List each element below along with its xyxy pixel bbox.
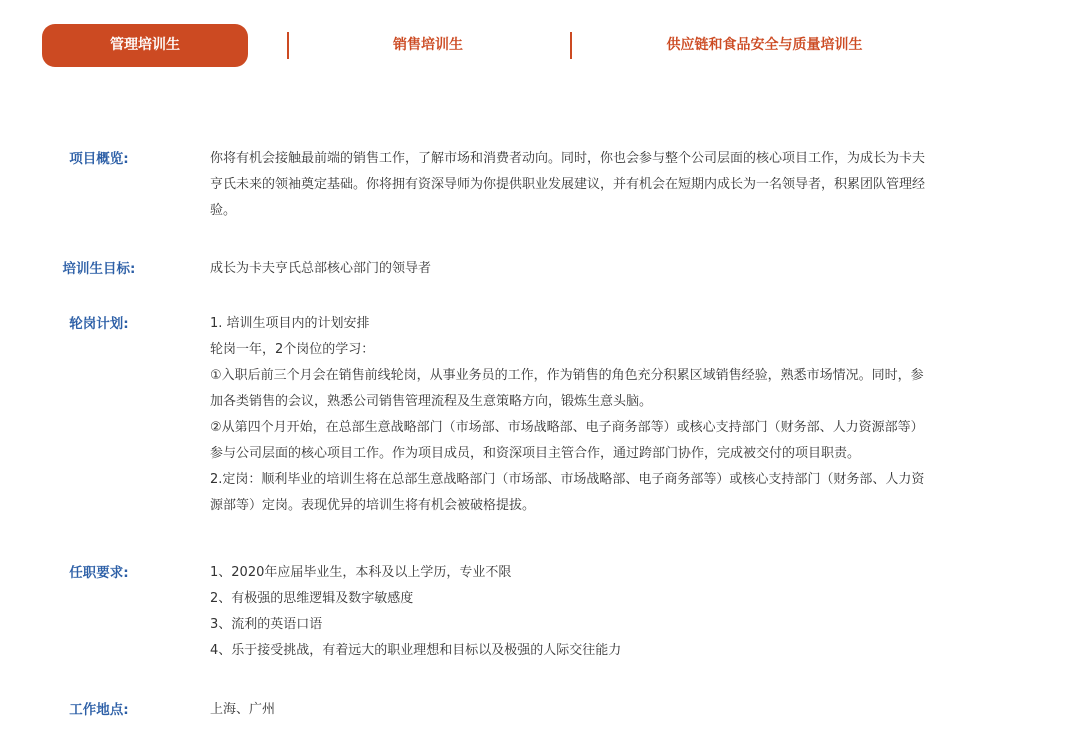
- section-body: [210, 146, 1040, 224]
- text-line: 轮岗一年，2个岗位的学习：: [210, 342, 375, 357]
- text-line: 你将有机会接触最前端的销售工作，了解市场和消费者动向。同时，你也会参与整个公司层面的核心项目工作，为成长为卡夫: [210, 151, 926, 166]
- section-label: 工作地点:: [69, 702, 129, 718]
- tab-divider: [570, 32, 572, 59]
- text-line: 源部等）定岗。表现优异的培训生将有机会被破格提拔。: [210, 498, 536, 513]
- text-line: 上海、广州: [210, 702, 276, 717]
- text-line: ①入职后前三个月会在销售前线轮岗，从事业务员的工作，作为销售的角色充分积累区域销售经验，熟悉市场情况。同时，参: [210, 368, 924, 383]
- text-line: 亨氏未来的领袖奠定基础。你将拥有资深导师为你提供职业发展建议，并有机会在短期内成长为一名领导者，积累团队管理经: [210, 177, 926, 192]
- text-line: 3、流利的英语口语: [210, 617, 323, 632]
- text-line: 1. 培训生项目内的计划安排: [210, 316, 370, 331]
- section-body: [210, 560, 1040, 664]
- text-line: 4、乐于接受挑战，有着远大的职业理想和目标以及极强的人际交往能力: [210, 643, 622, 658]
- section-body: [210, 256, 1040, 282]
- text-line: 2、有极强的思维逻辑及数字敏感度: [210, 591, 414, 606]
- section-body: [210, 311, 1040, 519]
- text-line: ②从第四个月开始，在总部生意战略部门（市场部、市场战略部、电子商务部等）或核心支持部门（财务部、人力资源部等）: [210, 420, 924, 435]
- text-line: 2.定岗：顺利毕业的培训生将在总部生意战略部门（市场部、市场战略部、电子商务部等）或核心支持部门（财务部、人力资: [210, 472, 925, 487]
- section-label: 任职要求:: [69, 565, 129, 581]
- section-label: 培训生目标:: [62, 261, 136, 277]
- section-body: [210, 697, 1040, 723]
- tab-sales-trainee[interactable]: 销售培训生: [393, 37, 463, 53]
- training-program-tabs: [42, 24, 1042, 67]
- text-line: 参与公司层面的核心项目工作。作为项目成员，和资深项目主管合作，通过跨部门协作，完成被交付的项目职责。: [210, 446, 861, 461]
- tab-divider: [287, 32, 289, 59]
- text-line: 成长为卡夫亨氏总部核心部门的领导者: [210, 261, 432, 276]
- tab-supply-chain-trainee[interactable]: 供应链和食品安全与质量培训生: [666, 37, 863, 53]
- section-label: 项目概览:: [69, 151, 129, 167]
- tab-management-trainee[interactable]: 管理培训生: [42, 24, 248, 67]
- text-line: 1、2020年应届毕业生，本科及以上学历，专业不限: [210, 565, 512, 580]
- text-line: 验。: [210, 203, 237, 218]
- section-label: 轮岗计划:: [69, 316, 129, 332]
- text-line: 加各类销售的会议，熟悉公司销售管理流程及生意策略方向，锻炼生意头脑。: [210, 394, 653, 409]
